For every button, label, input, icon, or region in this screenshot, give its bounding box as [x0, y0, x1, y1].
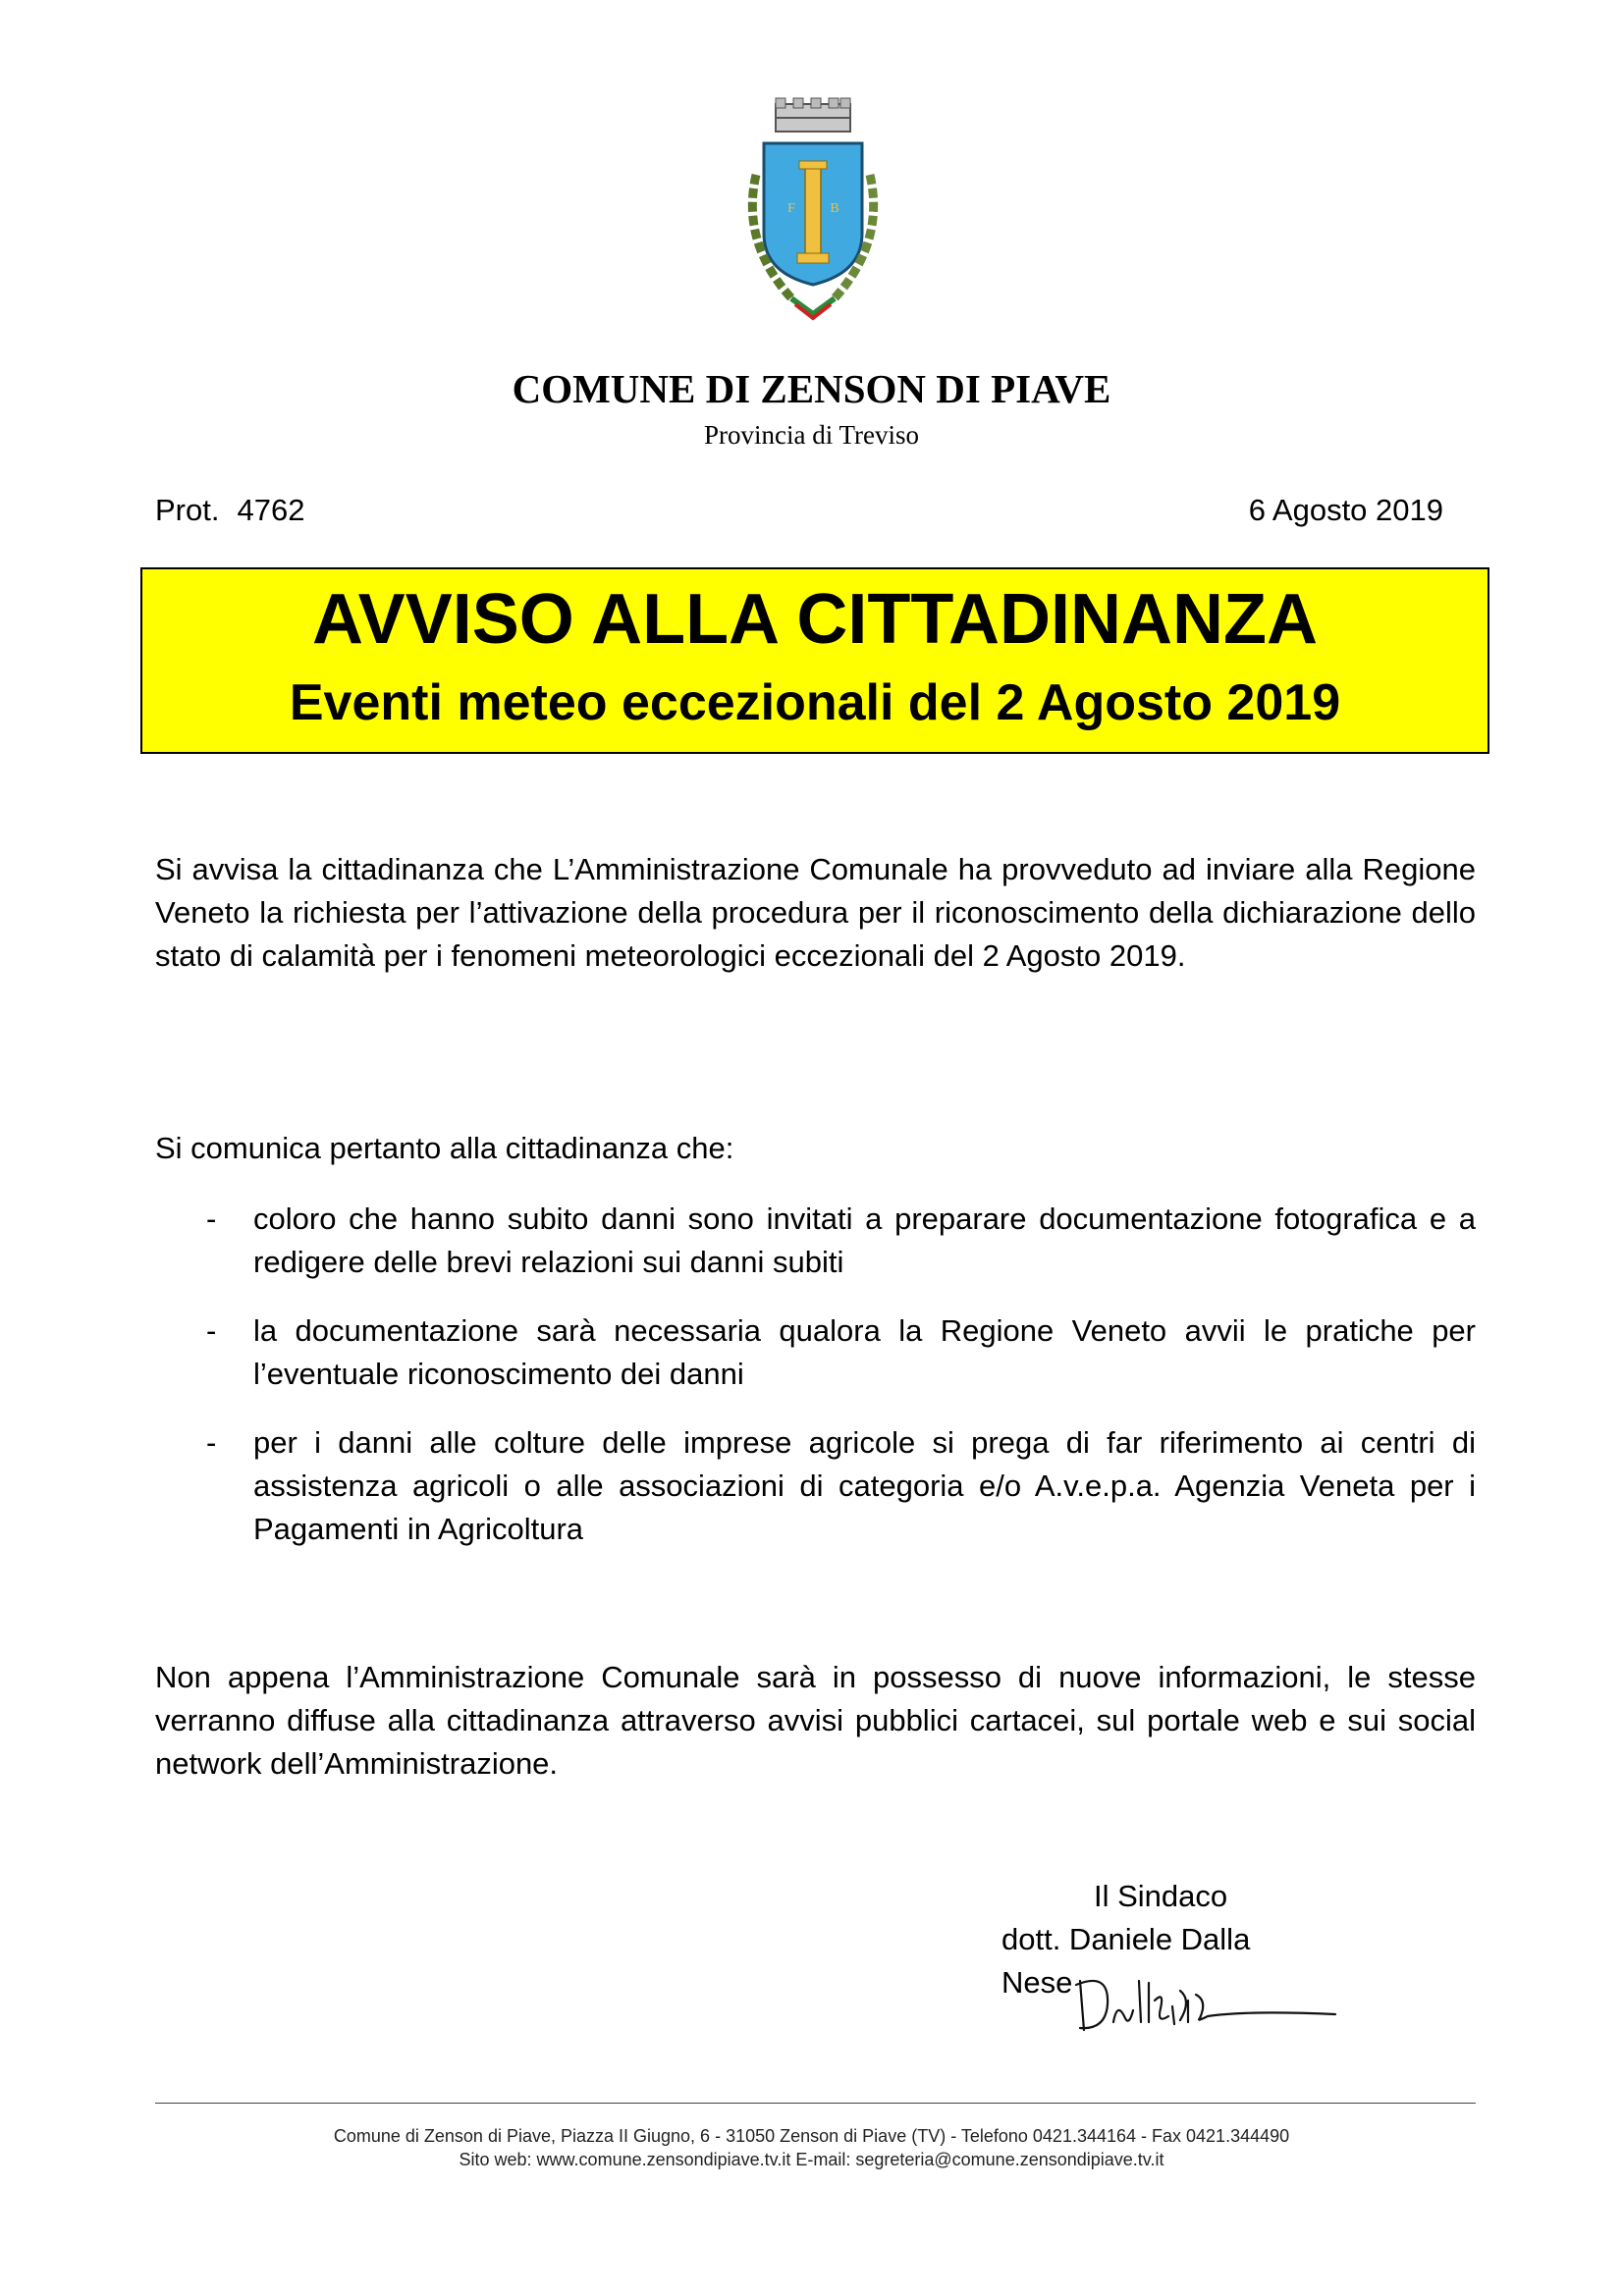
list-item [155, 1421, 1476, 1551]
notice-banner [140, 567, 1489, 754]
signer-name: dott. Daniele Dalla Nese [1001, 1922, 1251, 2000]
protocol-value: 4762 [237, 493, 305, 527]
list-item-text: coloro che hanno subito danni sono invitati a preparare documentazione fotografica e a redigere delle brevi relazioni sui danni subiti [253, 1201, 1476, 1279]
protocol-number [155, 493, 304, 528]
municipal-crest-logo [734, 96, 892, 322]
document-date: 6 Agosto 2019 [1248, 493, 1443, 527]
notice-subtitle: Eventi meteo eccezionali del 2 Agosto 2019 [289, 674, 1341, 731]
handwritten-signature [1070, 1961, 1345, 2050]
body-paragraph-intro: Si avvisa la cittadinanza che L’Amministrazione Comunale ha provveduto ad inviare alla Regione Veneto la richiesta per l’attivazione della procedura per il riconoscimento della dichiarazione dello stato di calamità per i fenomeni meteorologici eccezionali del 2 Agosto 2019. [155, 852, 1476, 973]
body-paragraph-lead: Si comunica pertanto alla cittadinanza che: [155, 1131, 734, 1165]
footer-contacts: Sito web: www.comune.zensondipiave.tv.it E-mail: segreteria@comune.zensondipiave.tv.it [459, 2150, 1164, 2169]
crest-letter-b: B [830, 201, 839, 216]
signer-role: Il Sindaco [1094, 1879, 1228, 1913]
crest-letter-z: Z [808, 178, 818, 192]
list-item [155, 1198, 1476, 1284]
list-marker: - [206, 1201, 217, 1236]
body-paragraph-closing: Non appena l’Amministrazione Comunale sarà in possesso di nuove informazioni, le stesse verranno diffuse alla cittadinanza attraverso avvisi pubblici cartacei, sul portale web e sui social network dell’Amministrazione. [155, 1660, 1476, 1781]
protocol-label: Prot. [155, 493, 220, 527]
province-name: Provincia di Treviso [703, 420, 920, 450]
notice-title: AVVISO ALLA CITTADINANZA [312, 580, 1318, 659]
list-item-text: la documentazione sarà necessaria qualora la Regione Veneto avvii le pratiche per l’eventuale riconoscimento dei danni [253, 1313, 1476, 1391]
list-marker: - [206, 1313, 217, 1348]
crest-letter-f: F [787, 201, 795, 216]
municipality-name: COMUNE DI ZENSON DI PIAVE [512, 366, 1111, 411]
instructions-list [155, 1198, 1476, 1576]
list-marker: - [206, 1425, 217, 1460]
footer-address: Comune di Zenson di Piave, Piazza II Giugno, 6 - 31050 Zenson di Piave (TV) - Telefono 0421.344164 - Fax 0421.344490 [333, 2126, 1290, 2146]
footer-divider [155, 2103, 1476, 2104]
list-item [155, 1309, 1476, 1396]
list-item-text: per i danni alle colture delle imprese agricole si prega di far riferimento ai centri di assistenza agricoli o alle associazioni di categoria e/o A.v.e.p.a. Agenzia Veneta per i Pagamenti in Agricoltura [253, 1425, 1476, 1546]
